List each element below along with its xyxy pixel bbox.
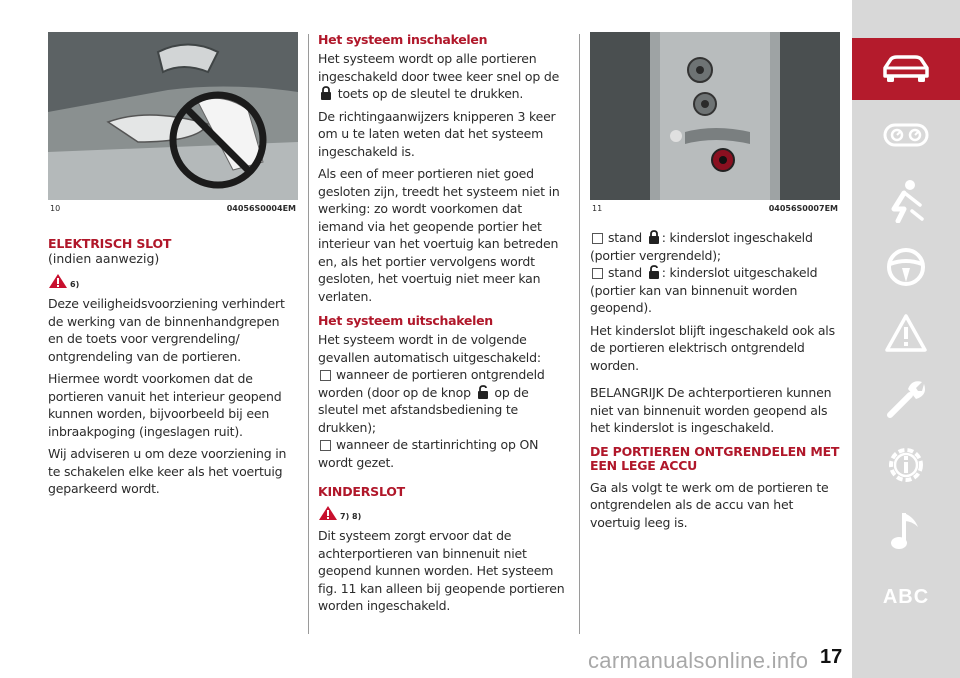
- section-heading-electric-lock: ELEKTRISCH SLOT: [48, 236, 172, 251]
- bullet-square-icon: [592, 268, 603, 279]
- column-divider-2: [579, 34, 580, 634]
- warning-ref-number: 7) 8): [340, 512, 362, 521]
- paragraph: Hiermee wordt voorkomen dat de portieren vanuit het interieur geopend kunnen worden, bijvoorbeeld bij een inbraakpoging (ingeslagen ruit).: [48, 371, 282, 439]
- sidebar-item-car[interactable]: [852, 38, 960, 100]
- paragraph: Ga als volgt te werk om de portieren te ontgrendelen als de accu van het voertuig leeg is.: [590, 479, 829, 530]
- bullet-item: [590, 229, 840, 264]
- watermark: carmanualsonline.info: [588, 648, 809, 673]
- steering-wheel-icon: [885, 246, 927, 288]
- lock-icon: [320, 86, 332, 100]
- paragraph-important: BELANGRIJK De achterportieren kunnen niet van binnenuit worden geopend als het kinderslot is ingeschakeld.: [590, 385, 832, 435]
- subheading-if-present: (indien aanwezig): [48, 251, 160, 266]
- sidebar-item-maintenance[interactable]: [852, 434, 960, 496]
- unlock-icon: [477, 385, 489, 399]
- bullet-item: [590, 264, 840, 317]
- bullet-text: stand: [608, 230, 642, 245]
- paragraph: Deze veiligheidsvoorziening verhindert de werking van de binnenhandgrepen en de toets voor vergrendeling/ ontgrendeling van de portieren.: [48, 296, 285, 364]
- sidebar-item-warnings[interactable]: [852, 302, 960, 364]
- bullet-item: [318, 366, 570, 436]
- bullet-text: : kinderslot ingeschakeld (portier vergrendeld);: [590, 230, 813, 263]
- heading-system-on: Het systeem inschakelen: [318, 32, 488, 47]
- figure-10-caption: [48, 204, 298, 213]
- car-icon: [879, 54, 933, 84]
- bullet-text: wanneer de portieren ontgrendeld worden (door op de knop: [318, 367, 545, 400]
- seated-person-icon: [886, 179, 926, 223]
- bullet-text: wanneer de startinrichting op ON wordt gezet.: [318, 437, 539, 470]
- bullet-square-icon: [320, 370, 331, 381]
- bullet-item: [318, 436, 570, 471]
- figure-code: 04056S0004EM: [226, 204, 296, 213]
- paragraph-text: Het systeem wordt op alle portieren ingeschakeld door twee keer snel op de: [318, 51, 560, 84]
- figure-code: 04056S0007EM: [768, 204, 838, 213]
- bullet-square-icon: [320, 440, 331, 451]
- figure-number: 10: [50, 204, 61, 213]
- paragraph: De richtingaanwijzers knipperen 3 keer om u te laten weten dat het systeem ingeschakeld is.: [318, 108, 556, 159]
- paragraph: Het kinderslot blijft ingeschakeld ook als de portieren elektrisch ontgrendeld worden.: [590, 322, 835, 373]
- section-heading-child-lock: KINDERSLOT: [318, 484, 406, 499]
- figure-10-door-handle-image: [48, 32, 298, 200]
- sidebar-item-dashboard[interactable]: [852, 104, 960, 166]
- column-middle: [318, 32, 570, 620]
- column-right: [590, 32, 840, 536]
- column-left: [48, 32, 298, 503]
- lock-icon: [648, 230, 660, 244]
- music-note-icon: [888, 509, 924, 553]
- paragraph-text: toets op de sleutel te drukken.: [337, 86, 524, 101]
- figure-11-caption: [590, 204, 840, 213]
- figure-number: 11: [592, 204, 603, 213]
- unlock-icon: [648, 265, 660, 279]
- paragraph: Het systeem wordt in de volgende gevallen automatisch uitgeschakeld:: [318, 332, 541, 365]
- sidebar-item-driving[interactable]: [852, 236, 960, 298]
- section-heading-empty-battery: DE PORTIEREN ONTGRENDELEN MET EEN LEGE ACCU: [590, 443, 840, 473]
- bullet-text: op de sleutel met afstandsbediening te drukken);: [318, 384, 529, 435]
- sidebar-item-index[interactable]: [852, 566, 960, 628]
- paragraph: Als een of meer portieren niet goed gesloten zijn, treedt het systeem niet in werking: zo wordt voorkomen dat iemand via het geopende portier het interieur van het voertuig kan betreden en, als het portier vervolgens wordt gesloten, het voertuig niet meer kan verlaten.: [318, 166, 560, 304]
- page-number: 17: [820, 646, 843, 668]
- bullet-text: stand: [608, 265, 642, 280]
- paragraph: [318, 50, 570, 103]
- warning-reference: [318, 505, 570, 521]
- paragraph: Dit systeem zorgt ervoor dat de achterportieren van binnenuit niet geopend kunnen worden. Het systeem fig. 11 kan alleen bij geopende portieren worden ingeschakeld.: [318, 528, 565, 613]
- warning-icon: [48, 273, 68, 289]
- sidebar-item-emergency[interactable]: [852, 368, 960, 430]
- figure-11-child-lock-image: [590, 32, 840, 200]
- column-divider-1: [308, 34, 309, 634]
- warning-triangle-icon: [884, 313, 928, 353]
- dashboard-icon: [883, 122, 929, 148]
- bullet-text: : kinderslot uitgeschakeld (portier kan van binnenuit worden geopend).: [590, 265, 818, 315]
- info-gear-icon: [884, 443, 928, 487]
- paragraph: Wij adviseren u om deze voorziening in te schakelen elke keer als het voertuig geparkeerd wordt.: [48, 446, 287, 496]
- sidebar-item-multimedia[interactable]: [852, 500, 960, 562]
- sidebar-item-safety[interactable]: [852, 170, 960, 232]
- warning-icon: [318, 505, 338, 521]
- bullet-square-icon: [592, 233, 603, 244]
- wrench-icon: [884, 377, 928, 421]
- warning-reference: [48, 273, 298, 289]
- heading-system-off: Het systeem uitschakelen: [318, 313, 493, 328]
- warning-ref-number: 6): [70, 280, 80, 289]
- chapter-sidebar: [852, 0, 960, 678]
- abc-index-label: ABC: [882, 585, 930, 608]
